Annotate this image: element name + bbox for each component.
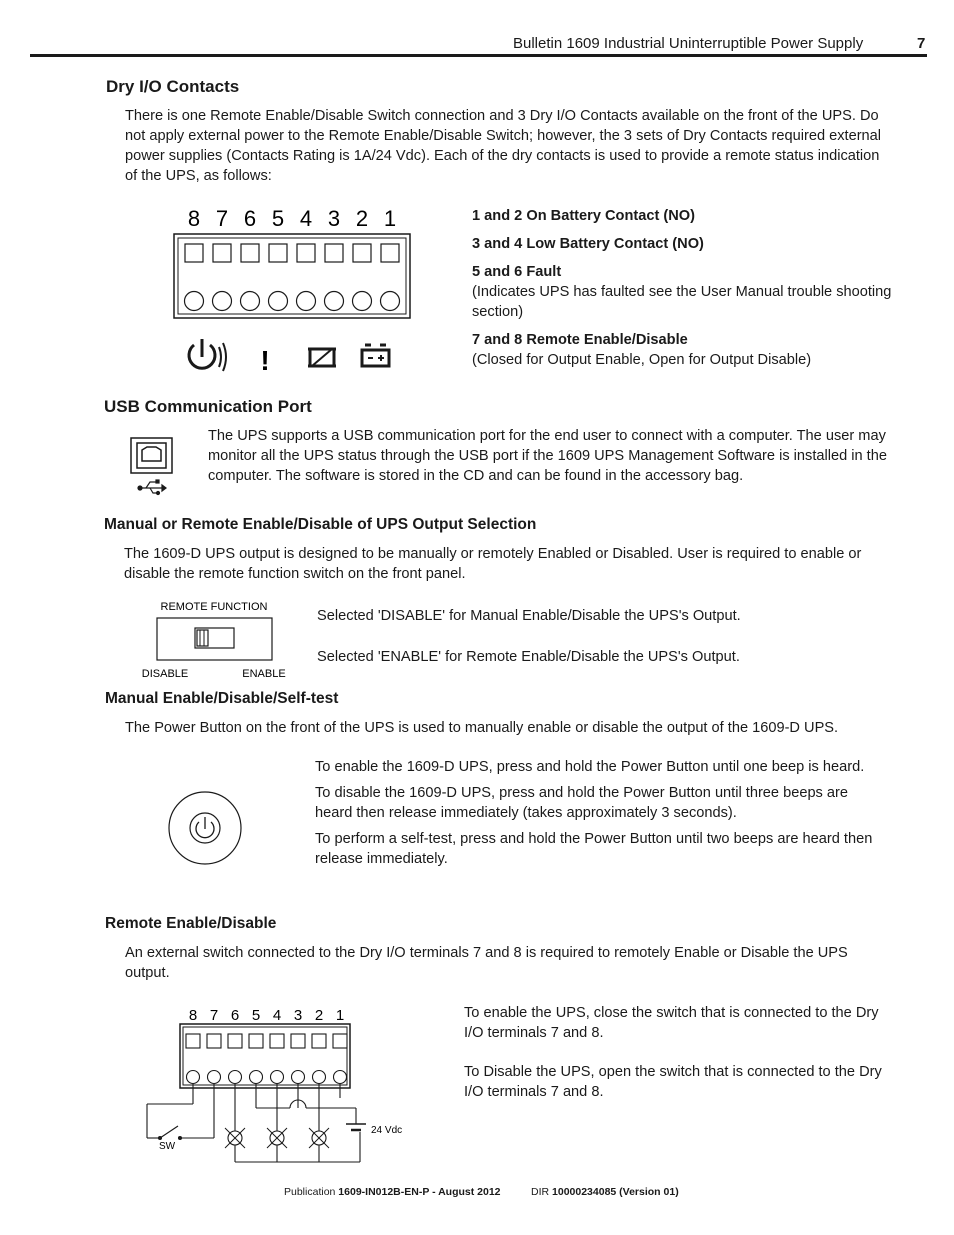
step-disable: To disable the 1609-D UPS, press and hold the Power Button until three beeps are heard then release immediately (takes approximately 3 seconds). bbox=[315, 785, 848, 821]
switch-label-disable: DISABLE bbox=[141, 668, 189, 680]
terminal-screw bbox=[269, 292, 288, 311]
terminal-number: 2 bbox=[314, 1007, 324, 1024]
contact-item bbox=[472, 262, 892, 322]
power-button-diagram bbox=[164, 788, 246, 870]
terminal-screw bbox=[271, 1071, 284, 1084]
contact-desc: (Indicates UPS has faulted see the User Manual trouble shooting section) bbox=[472, 284, 892, 320]
terminal-screw bbox=[381, 292, 400, 311]
self-test-text: The Power Button on the front of the UPS is used to manually enable or disable the output of the 1609-D UPS. bbox=[125, 720, 839, 736]
terminal-number: 7 bbox=[215, 206, 229, 231]
terminal-number: 4 bbox=[272, 1007, 282, 1024]
footer-pub-number: 1609-IN012B-EN-P - August 2012 bbox=[338, 1186, 501, 1198]
remote-disable-note: To Disable the UPS, open the switch that is connected to the Dry I/O terminals 7 and 8. bbox=[464, 1064, 882, 1100]
note-enable: Selected 'ENABLE' for Remote Enable/Disable the UPS's Output. bbox=[317, 649, 740, 665]
terminal-screw bbox=[334, 1071, 347, 1084]
terminal-numbers bbox=[189, 1007, 344, 1024]
terminal-slot bbox=[297, 244, 315, 262]
footer-dir bbox=[531, 1186, 679, 1198]
terminal-slot bbox=[270, 1034, 284, 1048]
exclamation-mark: ! bbox=[260, 345, 270, 376]
terminal-number: 1 bbox=[383, 206, 397, 231]
slide-switch bbox=[195, 628, 234, 648]
terminal-screw bbox=[213, 292, 232, 311]
footer-dir-prefix: DIR bbox=[531, 1186, 550, 1198]
dry-io-heading: Dry I/O Contacts bbox=[106, 77, 240, 96]
terminal-slot bbox=[241, 244, 259, 262]
terminal-number: 8 bbox=[187, 206, 201, 231]
wiring bbox=[147, 1084, 366, 1162]
remote-power-icon bbox=[189, 339, 226, 371]
remote-wiring-diagram bbox=[140, 1002, 420, 1172]
terminal-slot bbox=[381, 244, 399, 262]
terminal-slot bbox=[249, 1034, 263, 1048]
footer-pub-prefix: Publication bbox=[284, 1186, 336, 1198]
remote-function-switch-diagram bbox=[138, 596, 298, 686]
terminal-numbers bbox=[188, 206, 396, 231]
alarm-exclamation-icon bbox=[260, 345, 269, 376]
indicator-lamp-icon bbox=[225, 1128, 245, 1148]
contact-title: 5 and 6 Fault bbox=[472, 264, 562, 280]
terminal-screw bbox=[241, 292, 260, 311]
terminal-number: 6 bbox=[243, 206, 257, 231]
indicator-lamps bbox=[225, 1128, 329, 1148]
terminal-slot bbox=[291, 1034, 305, 1048]
terminal-screw bbox=[229, 1071, 242, 1084]
terminal-number: 7 bbox=[209, 1007, 219, 1024]
terminal-screw bbox=[292, 1071, 305, 1084]
usb-heading: USB Communication Port bbox=[104, 397, 312, 416]
terminal-screw bbox=[313, 1071, 326, 1084]
remote-enable-note: To enable the UPS, close the switch that is connected to the Dry I/O terminals 7 and 8. bbox=[464, 1005, 879, 1041]
note-disable: Selected 'DISABLE' for Manual Enable/Disable the UPS's Output. bbox=[317, 608, 741, 624]
sw-label: SW bbox=[158, 1141, 176, 1152]
terminal-screw bbox=[187, 1071, 200, 1084]
terminal-screw bbox=[185, 292, 204, 311]
dry-io-terminal-diagram bbox=[172, 200, 417, 380]
slide-switch-knob bbox=[197, 630, 208, 646]
terminal-slot bbox=[353, 244, 371, 262]
contact-list bbox=[472, 206, 892, 370]
remote-text: An external switch connected to the Dry I/O terminals 7 and 8 is required to remotely Enable or Disable the UPS output. bbox=[125, 945, 848, 981]
terminal-number: 5 bbox=[251, 1007, 261, 1024]
contact-item bbox=[472, 234, 892, 254]
terminal-number: 2 bbox=[355, 206, 369, 231]
terminal-block-outline bbox=[174, 234, 410, 318]
footer-publication bbox=[284, 1186, 501, 1198]
terminal-number: 1 bbox=[335, 1007, 345, 1024]
terminal-number: 3 bbox=[293, 1007, 303, 1024]
terminal-number: 6 bbox=[230, 1007, 240, 1024]
indicator-lamp-icon bbox=[267, 1128, 287, 1148]
remote-heading: Remote Enable/Disable bbox=[105, 915, 277, 932]
power-icon bbox=[196, 817, 214, 838]
battery-icon bbox=[362, 345, 389, 366]
terminal-number: 8 bbox=[188, 1007, 198, 1024]
terminal-screw bbox=[353, 292, 372, 311]
fault-icon bbox=[308, 349, 336, 366]
supply-label: 24 Vdc bbox=[371, 1125, 403, 1136]
terminal-slot bbox=[333, 1034, 347, 1048]
terminal-slot bbox=[228, 1034, 242, 1048]
terminal-slot bbox=[186, 1034, 200, 1048]
terminal-number: 4 bbox=[299, 206, 313, 231]
terminal-slot bbox=[213, 244, 231, 262]
terminal-number: 5 bbox=[271, 206, 285, 231]
terminal-number: 3 bbox=[327, 206, 341, 231]
running-header-title: Bulletin 1609 Industrial Uninterruptible Power Supply bbox=[513, 35, 864, 52]
contact-desc: (Closed for Output Enable, Open for Output Disable) bbox=[472, 352, 812, 368]
usb-port-icon bbox=[128, 436, 176, 498]
manual-remote-heading: Manual or Remote Enable/Disable of UPS Output Selection bbox=[104, 516, 537, 533]
usb-text: The UPS supports a USB communication port for the end user to connect with a computer. The user may monitor all the UPS status through the USB port if the 1609 UPS Management Software is installed in the computer. The software is stored in the CD and can be found in the accessory bag. bbox=[208, 428, 887, 484]
dry-io-intro: There is one Remote Enable/Disable Switch connection and 3 Dry I/O Contacts available on the front of the UPS. Do not apply external power to the Remote Enable/Disable Switch; however, the 3 sets of Dry Contacts required external power supplies (Contacts Rating is 1A/24 Vdc). Each of the dry contacts is used to provide a remote status indication of the UPS, as follows: bbox=[125, 108, 882, 184]
indicator-lamp-icon bbox=[309, 1128, 329, 1148]
switch-contact bbox=[160, 1126, 178, 1138]
contact-title: 3 and 4 Low Battery Contact (NO) bbox=[472, 236, 704, 252]
terminal-slot bbox=[207, 1034, 221, 1048]
terminal-slot bbox=[269, 244, 287, 262]
terminal-screw bbox=[250, 1071, 263, 1084]
contact-item bbox=[472, 330, 892, 370]
step-self-test: To perform a self-test, press and hold the Power Button until two beeps are heard then release immediately. bbox=[315, 831, 873, 867]
page-number: 7 bbox=[917, 35, 926, 52]
switch-label-enable: ENABLE bbox=[242, 668, 286, 680]
self-test-steps bbox=[315, 757, 885, 875]
contact-title: 7 and 8 Remote Enable/Disable bbox=[472, 332, 688, 348]
terminal-slot bbox=[185, 244, 203, 262]
footer-dir-number: 10000234085 (Version 01) bbox=[552, 1186, 679, 1198]
terminal-screw bbox=[297, 292, 316, 311]
usb-symbol-icon bbox=[138, 480, 166, 495]
switch-frame bbox=[157, 618, 272, 660]
contact-title: 1 and 2 On Battery Contact (NO) bbox=[472, 208, 695, 224]
terminal-slot bbox=[312, 1034, 326, 1048]
terminal-screw bbox=[208, 1071, 221, 1084]
terminal-slot bbox=[325, 244, 343, 262]
switch-title: REMOTE FUNCTION bbox=[160, 601, 268, 613]
manual-remote-text: The 1609-D UPS output is designed to be manually or remotely Enabled or Disabled. User is required to enable or disable the remote function switch on the front panel. bbox=[124, 546, 862, 582]
step-enable: To enable the 1609-D UPS, press and hold the Power Button until one beep is heard. bbox=[315, 759, 865, 775]
self-test-heading: Manual Enable/Disable/Self-test bbox=[105, 690, 339, 707]
terminal-screw bbox=[325, 292, 344, 311]
header-rule bbox=[30, 54, 927, 57]
contact-item bbox=[472, 206, 892, 226]
